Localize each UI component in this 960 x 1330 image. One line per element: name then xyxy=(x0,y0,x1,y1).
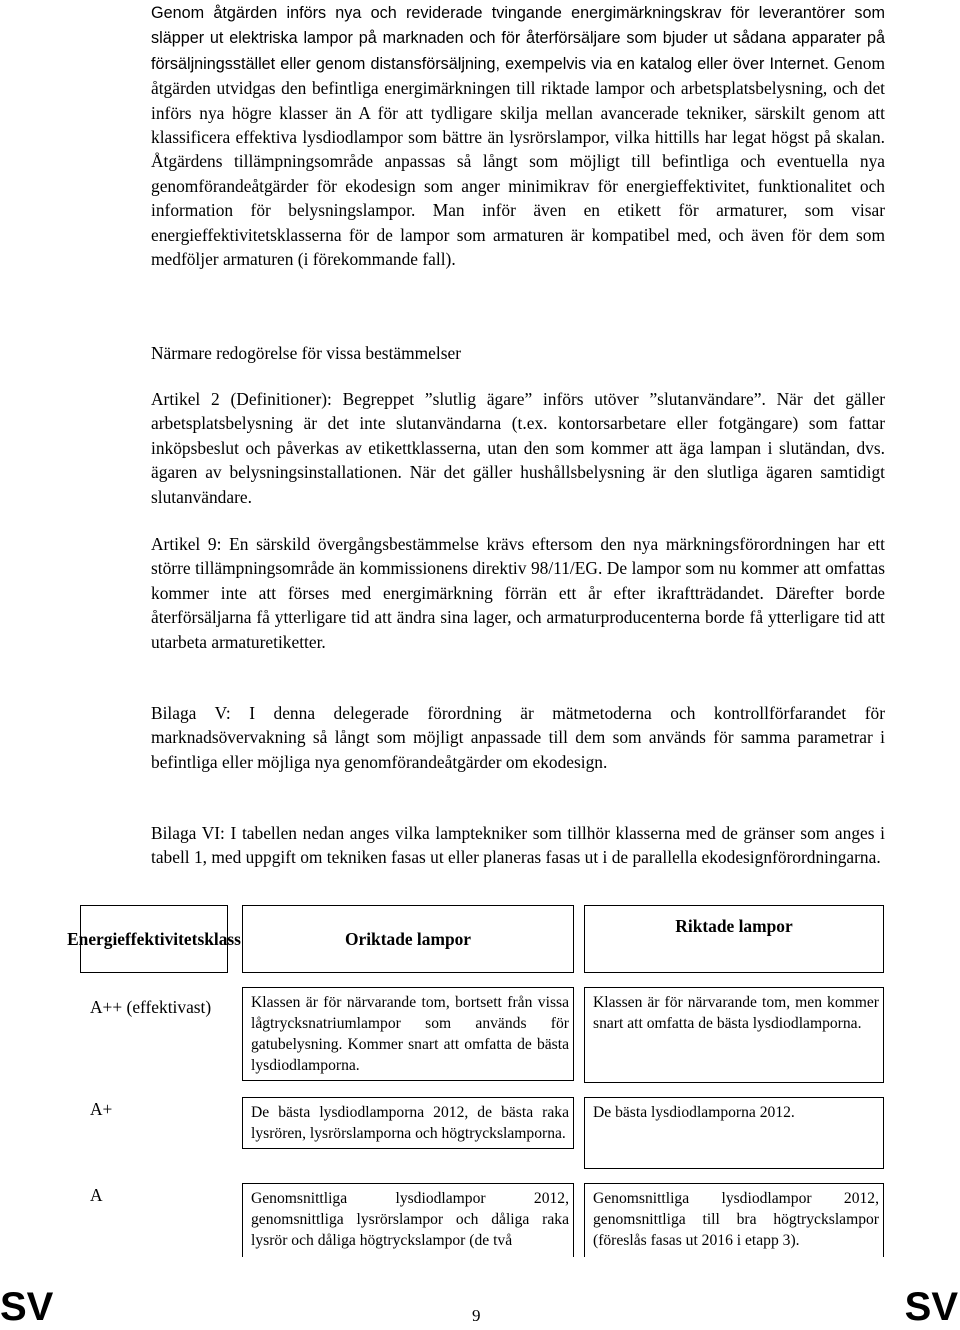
paragraph-intro-tail: Åtgärdens tillämpningsområde anpassas så långt som möjligt till befintliga och eventuella nya genomförandeåtgärder för ekodesign som anger minimikrav för energieffektivitet, funktionalitet och information för belysningslampor. Man inför även en etikett för armaturer, som visar energieffektivitetsklasserna för de lampor som armaturen är kompatibel med, och även för dem som medföljer armaturen (i förekommande fall). xyxy=(151,151,885,270)
row-non-directional-cell: Klassen är för närvarande tom, bortsett från vissa lågtrycksnatriumlampor som används för gatubelysning. Kommer snart att omfatta de bästa lysdiodlamporna. xyxy=(242,987,574,1081)
table-row xyxy=(80,987,884,1083)
row-directional-cell: De bästa lysdiodlamporna 2012. xyxy=(584,1097,884,1169)
row-directional-cell: Klassen är för närvarande tom, men kommer snart att omfatta de bästa lysdiodlamporna. xyxy=(584,987,884,1083)
paragraph-intro xyxy=(151,0,885,271)
table-header-row xyxy=(80,905,884,973)
row-directional-cell: Genomsnittliga lysdiodlampor 2012, genomsnittliga till bra högtryckslampor (föreslås fasas ut 2016 i etapp 3). xyxy=(584,1183,884,1257)
paragraph-annex-v: Bilaga V: I denna delegerade förordning är mätmetoderna och kontrollförfarandet för marknadsövervakning så långt som möjligt anpassade till dem som används för samma parametrar i befintliga eller möjliga nya genomförandeåtgärder om ekodesign. xyxy=(151,703,885,772)
header-non-directional: Oriktade lampor xyxy=(242,905,574,973)
paragraph-article-2: Artikel 2 (Definitioner): Begreppet ”slutlig ägare” införs utöver ”slutanvändare”. När det gäller arbetsplatsbelysning är det inte slutanvändarna (t.ex. kontorsarbetare eller fotgängare) som fattar inköpsbeslut och påverkas av etikettklasserna, utan den som kommer att äga lampan i slutändan, dvs. ägaren av belysningsinstallationen. När det gäller hushållsbelysning är den slutliga ägaren samtidigt slutanvändare. xyxy=(151,389,885,507)
row-non-directional-cell: De bästa lysdiodlamporna 2012, de bästa raka lysrören, lysrörslamporna och högtryckslamporna. xyxy=(242,1097,574,1149)
section-heading: Närmare redogörelse för vissa bestämmelser xyxy=(151,343,462,363)
header-directional: Riktade lampor xyxy=(584,905,884,973)
table-row xyxy=(80,1183,884,1257)
paragraph-article-9: Artikel 9: En särskild övergångsbestämmelse krävs eftersom den nya märkningsförordningen har ett större tillämpningsområde än kommissionens direktiv 98/11/EG. De lampor som nu kommer att omfattas kommer inte att förses med energimärkning förrän ett år efter ikraftträdandet. Därefter borde återförsäljarna få ytterligare tid att ändra sina lager, och armaturproducenterna borde få ytterligare tid att utarbeta armaturetiketter. xyxy=(151,534,885,652)
paragraph-intro-rest: Genom åtgärden utvidgas den befintliga energimärkningen till riktade lampor och arbetsplatsbelysning, och det införs nya högre klasser än A för att tydligare skilja mellan avancerade tekniker, särskilt genom att klassificera effektiva lysdiodlampor som bättre än lysrörslampor, vilka hittills har legat högst på skalan. xyxy=(151,52,885,148)
row-class-cell: A xyxy=(90,1185,103,1205)
table-row xyxy=(80,1097,884,1169)
header-energy-class: Energieffektivitetsklass xyxy=(80,905,228,973)
footer-language-right: SV xyxy=(904,1285,958,1329)
row-non-directional-cell: Genomsnittliga lysdiodlampor 2012, genomsnittliga lysrörslampor och dåliga raka lysrör och dåliga högtryckslampor (de två xyxy=(242,1183,574,1257)
row-class-cell: A+ xyxy=(90,1099,113,1119)
lamp-class-table xyxy=(67,905,884,1257)
paragraph-intro-lead: Genom åtgärden införs nya och reviderade tvingande energimärkningskrav för leverantörer som släpper ut elektriska lampor på marknaden och för återförsäljare som bjuder ut sådana apparater på försäljningsstället eller genom distansförsäljning, exempelvis via en katalog eller över Internet. xyxy=(151,4,885,73)
row-class-cell: A++ (effektivast) xyxy=(90,997,212,1017)
paragraph-annex-vi: Bilaga VI: I tabellen nedan anges vilka lamptekniker som tillhör klasserna med de gränser som anges i tabell 1, med uppgift om tekniken fasas ut eller planeras fasas ut i de parallella ekodesignförordningarna. xyxy=(151,823,885,868)
footer-language-left: SV xyxy=(0,1285,54,1329)
page-number: 9 xyxy=(472,1306,481,1325)
